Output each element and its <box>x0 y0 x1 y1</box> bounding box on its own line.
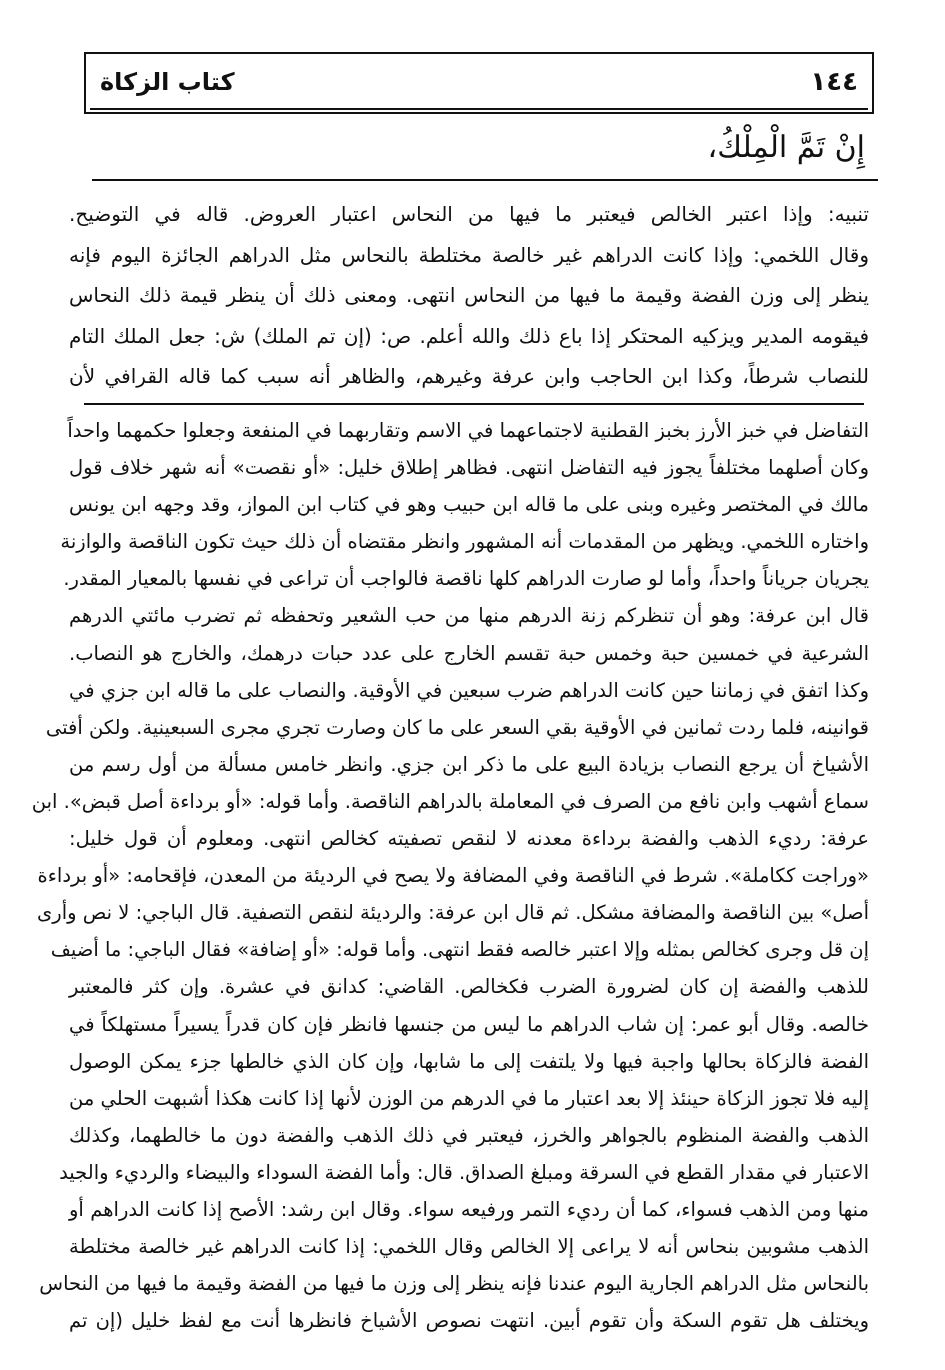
footnote-line: الاعتبار في مقدار القطع في السرقة ومبلغ الصداق. قال: وأما الفضة السوداء والبيضاء والرديء والجيد <box>59 1160 869 1184</box>
footnote-line: «وراجت ككاملة». شرط في الناقصة وفي المضافة ولا يصح في الرديئة من المعدن، فإقحامه: «أو برداءة <box>37 864 869 888</box>
footnote-line: بالنحاس مثل الدراهم الجارية اليوم عندنا فإنه ينظر إلى وزن ما فيها من الفضة وقيمة ما فيها من النحاس <box>39 1272 869 1296</box>
matn-text: إِنْ تَمَّ الْمِلْكُ، <box>707 130 865 165</box>
footnote-line: الأشياخ أن يرجع النصاب بزيادة البيع على ما ذكر ابن جزي. وانظر خامس مسألة من أول رسم من <box>69 752 869 776</box>
footnote-line: مالك في المختصر وغيره وبنى على ما قاله ابن حبيب وهو في كتاب ابن المواز، وقد وجهه ابن يونس <box>69 493 869 517</box>
footnote-line: قوانينه، فلما ردت ثمانين في الأوقية بقي السعر على ما كان وصارت تجري مجرى السبعينية. ولكن أفتى <box>45 715 869 739</box>
commentary-line: فيقومه المدير ويزكيه المحتكر إذا باع ذلك والله أعلم. ص: (إن تم الملك) ش: جعل الملك التام <box>69 323 869 348</box>
footnote-line: خالصه. وقال أبو عمر: إن شاب الدراهم ما ليس من جنسها فانظر فإن كان قدراً يسيراً مستهلكاً في <box>69 1012 869 1036</box>
footnote-line: الشرعية في خمسين حبة وخمس حبة تقسم الخارج على عدد حبات درهمك، والخارج هو النصاب. <box>69 641 869 665</box>
footnote-line: واختاره اللخمي. ويظهر من المقدمات أنه المشهور وانظر مقتضاه أن ذلك حيث تكون الناقصة والوازنة <box>60 530 869 554</box>
footnote-line: يجريان جرياناً واحداً، وأما لو صارت الدراهم كلها ناقصة فالواجب أن تراعى في نفسها بالمعيار المقدر. <box>63 567 869 591</box>
footnote-line: وكذا اتفق في زماننا حين كانت الدراهم ضرب سبعين في الأوقية. والنصاب على ما قاله ابن جزي في <box>69 678 869 702</box>
footnote-line: إن قل وجرى كخالص بمثله وإلا اعتبر خالصه فقط انتهى. وأما قوله: «أو إضافة» فقال الباجي: ما أضيف <box>50 938 869 962</box>
matn-separator <box>92 179 878 181</box>
commentary-line: للنصاب شرطاً، وكذا ابن الحاجب وابن عرفة وغيرهم، والظاهر أنه سبب كما قاله القرافي لأن <box>69 364 869 388</box>
page-number: ١٤٤ <box>810 67 858 97</box>
header-inner-rule <box>90 108 868 110</box>
footnote-line: إليه فلا تجوز الزكاة حينئذ إلا بعد اعتبار ما في الدرهم من الوزن لأنها إذا كانت هكذا أشبهت الحلي من <box>69 1086 869 1110</box>
footnote-line: الذهب مشوبين بنحاس أنه لا يراعى إلا الخالص وقال اللخمي: إذا كانت الدراهم غير خالصة مختلطة <box>69 1235 869 1259</box>
commentary-line: ينظر إلى وزن الفضة وقيمة ما فيها من النحاس انتهى. ومعنى ذلك أن ينظر قيمة ذلك النحاس <box>69 283 869 307</box>
book-title: كتاب الزكاة <box>100 68 235 96</box>
footnote-line: أصل» بين الناقصة والمضافة مشكل. ثم قال ابن عرفة: والرديئة لنقص التصفية. قال الباجي: لا نص وأرى <box>37 901 869 925</box>
footnote-line: عرفة: رديء الذهب والفضة برداءة معدنه لا لنقص تصفيته كخالص انتهى. ومعلوم أن قول خليل: <box>69 827 869 851</box>
page-header <box>84 52 874 114</box>
footnote-line: قال ابن عرفة: وهو أن تنظركم زنة الدرهم منها من حب الشعير وتحفظه ثم تضرب مائتي الدرهم <box>69 604 869 628</box>
footnote-line: وكان أصلهما مختلفاً يجوز فيه التفاضل انتهى. فظاهر إطلاق خليل: «أو نقصت» أنه شهر خلاف قول <box>69 456 869 480</box>
footnote-line: سماع أشهب وابن نافع من الصرف في المعاملة بالدراهم الناقصة. وأما قوله: «أو برداءة أصل قبض». ابن <box>31 789 869 813</box>
footnote-separator <box>84 403 864 405</box>
footnote-line: للذهب والفضة إن كان لضرورة الضرب فكخالص. القاضي: كدانق في عشرة. وإن كثر فالمعتبر <box>69 975 869 999</box>
footnote-line: ويختلف هل تقوم السكة وأن تقوم أبين. انتهت نصوص الأشياخ فانظرها أنت مع لفظ خليل (إن تم <box>69 1309 869 1333</box>
footnote-line: منها ومن الذهب فسواء، كما أن رديء التمر ورفيعه سواء. وقال ابن رشد: الأصح إذا كانت الدراهم أو <box>69 1197 869 1221</box>
footnote-line: الذهب والفضة المنظوم بالجواهر والخرز، فيعتبر في ذلك الذهب والفضة دون ما خالطهما، وكذلك <box>69 1123 869 1147</box>
commentary-block <box>69 194 869 397</box>
commentary-line: وقال اللخمي: وإذا كانت الدراهم غير خالصة مختلطة بالنحاس مثل الدراهم الجائزة اليوم فإنه <box>69 242 869 267</box>
footnote-block <box>31 412 869 1339</box>
footnote-line: الفضة فالزكاة بحالها واجبة فيها ولا يلتفت إلى ما شابها، وإن كان الذي خالطها جزء يمكن الوصول <box>69 1049 869 1073</box>
footnote-line: التفاضل في خبز الأرز بخبز القطنية لاجتماعهما في الاسم وتقاربهما في المنفعة وجعلوا حكمهما واحداً <box>67 419 869 442</box>
commentary-line: تنبيه: وإذا اعتبر الخالص فيعتبر ما فيها من النحاس اعتبار العروض. قاله في التوضيح. <box>69 202 869 226</box>
header-content <box>100 60 858 104</box>
